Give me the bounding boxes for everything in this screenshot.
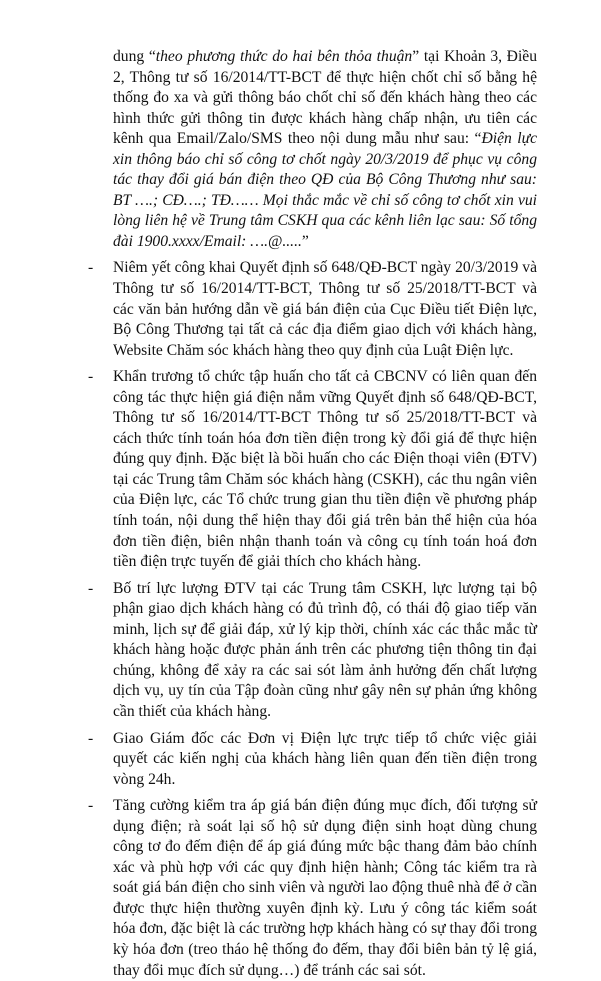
bullet-dash: - (88, 797, 94, 815)
intro-italic-quote: theo phương thức do hai bên thỏa thuận (155, 48, 413, 65)
intro-text-before-quote: dung “ (113, 48, 156, 65)
bullet-dash: - (88, 729, 94, 747)
bullet-text: Tăng cường kiểm tra áp giá bán điện đúng mục đích, đối tượng sử dụng điện; rà soát lại số hộ sử dụng điện sinh hoạt dùng chung công tơ đo đếm điện để áp giá đúng mức bậc thang đảm bảo chính xác và phù hợp với các quy định hiện hành; Công tác kiểm tra rà soát giá bán điện cho sinh viên và người lao động thuê nhà để ở cần được thực hiện thường xuyên định kỳ. Lưu ý công tác kiểm soát hóa đơn, đặc biệt là các trường hợp khách hàng có sự thay đổi trong kỳ hóa đơn (treo tháo hệ thống đo đếm, thay đổi biên bản tỷ lệ giá, thay đổi mục đích sử dụng…) để tránh các sai sót. (113, 797, 538, 979)
bullet-dash: - (88, 368, 94, 386)
bullet-dash: - (88, 259, 94, 277)
bullet-text: Bố trí lực lượng ĐTV tại các Trung tâm CSKH, lực lượng tại bộ phận giao dịch khách hàng có đủ trình độ, có thái độ giao tiếp văn minh, lịch sự để giải đáp, xử lý kịp thời, chính xác các thắc mắc từ khách hàng hoặc được phản ánh trên các phương tiện thông tin đại chúng, không để xảy ra các sai sót làm ảnh hưởng đến chất lượng dịch vụ, uy tín của Tập đoàn cũng như gây nên sự phản ứng không cần thiết của khách hàng. (113, 579, 537, 720)
intro-paragraph (113, 47, 537, 252)
bullet-item-3 (88, 579, 537, 723)
intro-closing-quote: ” (301, 232, 309, 250)
bullet-text: Niêm yết công khai Quyết định số 648/QĐ-BCT ngày 20/3/2019 và Thông tư số 16/2014/TT-BCT, Thông tư số 25/2018/TT-BCT và các văn bản hướng dẫn về giá bán điện của Cục Điều tiết Điện lực, Bộ Công Thương tại tất cả các địa điểm giao dịch với khách hàng, Website Chăm sóc khách hàng theo quy định của Luật Điện lực. (113, 259, 537, 359)
intro-italic-message: Điện lực xin thông báo chỉ số công tơ chốt ngày 20/3/2019 để phục vụ công tác thay đổi giá bán điện theo QĐ của Bộ Công Thương như sau: BT ….; CĐ….; TĐ…… Mọi thắc mắc về chỉ số công tơ chốt xin vui lòng liên hệ về Trung tâm CSKH qua các kênh liên lạc sau: Số tổng đài 1900.xxxx/Email: ….@..... (113, 130, 537, 250)
document-body (88, 47, 538, 981)
bullet-item-4 (88, 729, 537, 791)
intro-text-after-quote: ” tại Khoản 3, Điều 2, Thông tư số 16/2014/TT-BCT để thực hiện chốt chỉ số bằng hệ thống đo xa và gửi thông báo chốt chỉ số đến khách hàng theo các hình thức gửi thông tin được khách hàng chấp nhận, ưu tiên các kênh qua Email/Zalo/SMS theo nội dung mẫu như sau: “ (113, 48, 537, 148)
bullet-item-1 (88, 258, 537, 361)
bullet-item-5 (88, 796, 538, 981)
bullet-item-2 (88, 367, 537, 572)
bullet-text: Giao Giám đốc các Đơn vị Điện lực trực tiếp tổ chức việc giải quyết các kiến nghị của khách hàng liên quan đến tiền điện trong vòng 24h. (113, 729, 537, 788)
bullet-dash: - (88, 579, 94, 597)
bullet-text: Khẩn trương tổ chức tập huấn cho tất cả CBCNV có liên quan đến công tác thực hiện giá điện nắm vững Quyết định số 648/QĐ-BCT, Thông tư số 16/2014/TT-BCT Thông tư số 25/2018/TT-BCT và cách thức tính toán hóa đơn tiền điện trong kỳ đổi giá để thực hiện đúng quy định. Đặc biệt là bồi huấn cho các Điện thoại viên (ĐTV) tại các Trung tâm Chăm sóc khách hàng (CSKH), các thu ngân viên của Điện lực, các Tổ chức trung gian thu tiền điện về phương pháp tính toán, nội dung thể hiện thay đổi giá trên bản thể hiện của hóa đơn tiền điện, biên nhận thanh toán và công cụ tính toán hoá đơn tiền điện trực tuyến để giải thích cho khách hàng. (113, 368, 537, 571)
